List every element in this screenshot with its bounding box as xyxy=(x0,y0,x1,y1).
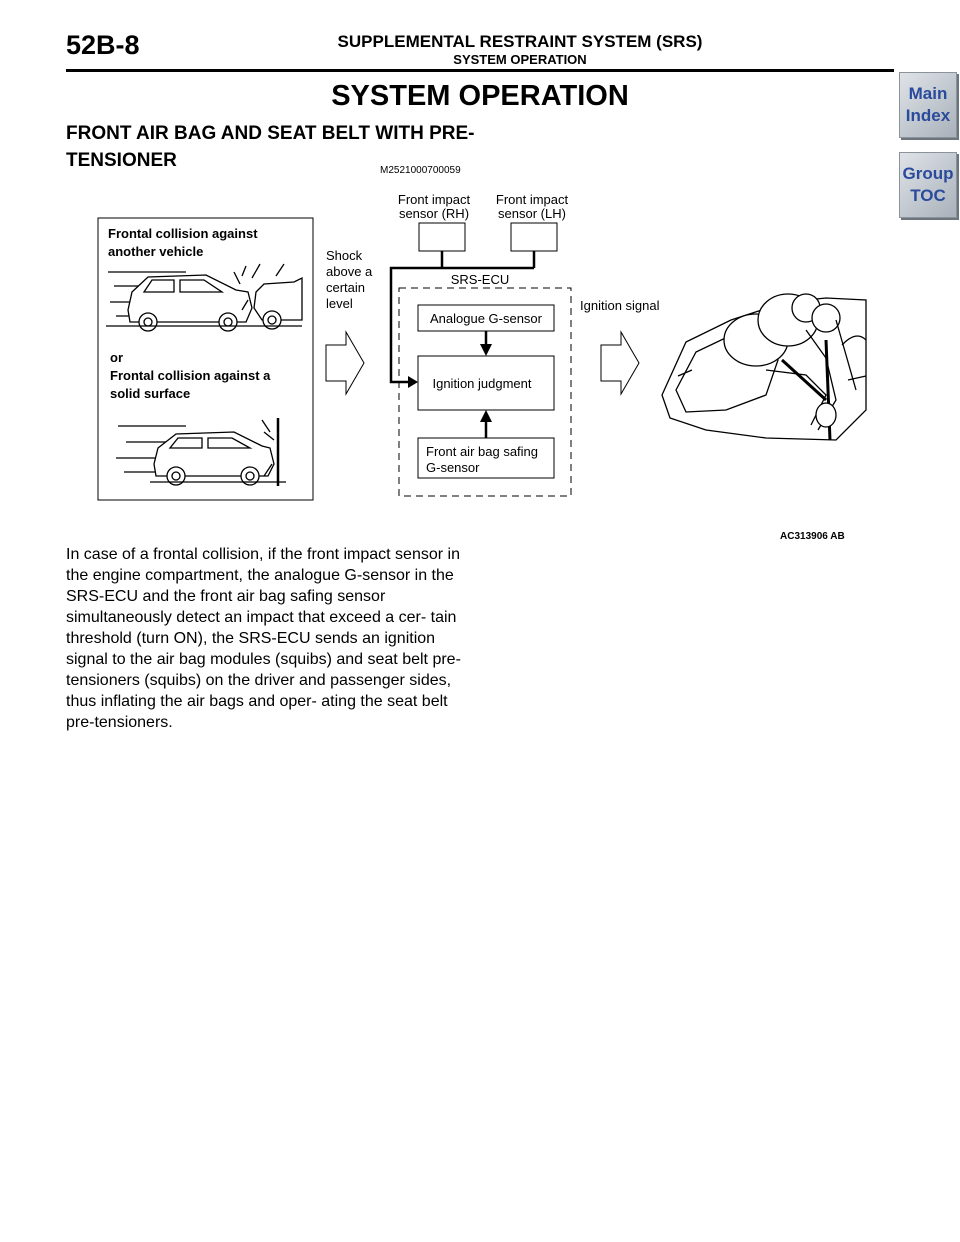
analogue-g-sensor-label: Analogue G-sensor xyxy=(429,311,543,326)
sensor-rh-box xyxy=(419,223,465,251)
header-title: SUPPLEMENTAL RESTRAINT SYSTEM (SRS) xyxy=(337,32,703,51)
main-index-label: Main Index xyxy=(905,84,951,125)
collision-2-line2: solid surface xyxy=(110,386,191,401)
wall-collision-illustration xyxy=(116,418,286,486)
sensor-lh-line1: Front impact xyxy=(495,192,569,207)
document-code: M2521000700059 xyxy=(380,165,461,176)
collision-1-line1: Frontal collision against xyxy=(108,226,258,241)
arrowhead-down xyxy=(480,344,492,356)
page-code: 52B-8 xyxy=(66,30,140,60)
sensor-lh-line2: sensor (LH) xyxy=(498,206,566,221)
srs-ecu-label: SRS-ECU xyxy=(450,272,510,287)
figure-code: AC313906 AB xyxy=(780,531,845,542)
shock-line2: above a xyxy=(326,264,373,279)
shock-arrow xyxy=(326,332,364,394)
header-subtitle: SYSTEM OPERATION xyxy=(453,52,587,67)
ignition-arrow xyxy=(601,332,639,394)
shock-line1: Shock xyxy=(326,248,363,263)
srs-operation-diagram xyxy=(66,180,866,542)
car-collision-illustration xyxy=(106,264,302,331)
shock-line3: certain xyxy=(326,280,366,295)
main-index-button[interactable] xyxy=(899,72,957,138)
body-paragraph: In case of a frontal collision, if the front impact sensor in the engine compartment, the analogue G-sensor in the SRS-ECU and the front air bag safing sensor simultaneously detect an impact that exceed a cer- tain threshold (turn ON), the SRS-ECU sends an ignition signal to the air bag modules (squibs) and seat belt pre-tensioners (squibs) on the driver and passenger sides, thus inflating the air bags and oper- ating the seat belt pre-tensioners. xyxy=(66,546,461,731)
subsection-title: FRONT AIR BAG AND SEAT BELT WITH PRE-TENSIONER xyxy=(66,123,475,171)
ignition-judgment-label: Ignition judgment xyxy=(432,376,532,391)
sensor-rh-line1: Front impact xyxy=(397,192,471,207)
section-title: SYSTEM OPERATION xyxy=(331,80,629,112)
group-toc-label: Group TOC xyxy=(902,164,954,205)
shock-line4: level xyxy=(326,296,353,311)
arrowhead-up xyxy=(480,410,492,422)
wiring-arrowhead xyxy=(408,376,418,388)
safing-line1: Front air bag safing xyxy=(426,444,539,459)
ignition-signal-label: Ignition signal xyxy=(580,298,660,313)
safing-line2: G-sensor xyxy=(426,460,480,475)
collision-1-line2: another vehicle xyxy=(108,244,204,259)
sensor-lh-box xyxy=(511,223,557,251)
group-toc-button[interactable] xyxy=(899,152,957,218)
airbag-deployment-illustration xyxy=(662,294,866,440)
collision-or: or xyxy=(110,350,123,365)
header-rule xyxy=(66,69,894,72)
collision-2-line1: Frontal collision against a xyxy=(110,368,271,383)
sensor-rh-line2: sensor (RH) xyxy=(398,206,470,221)
